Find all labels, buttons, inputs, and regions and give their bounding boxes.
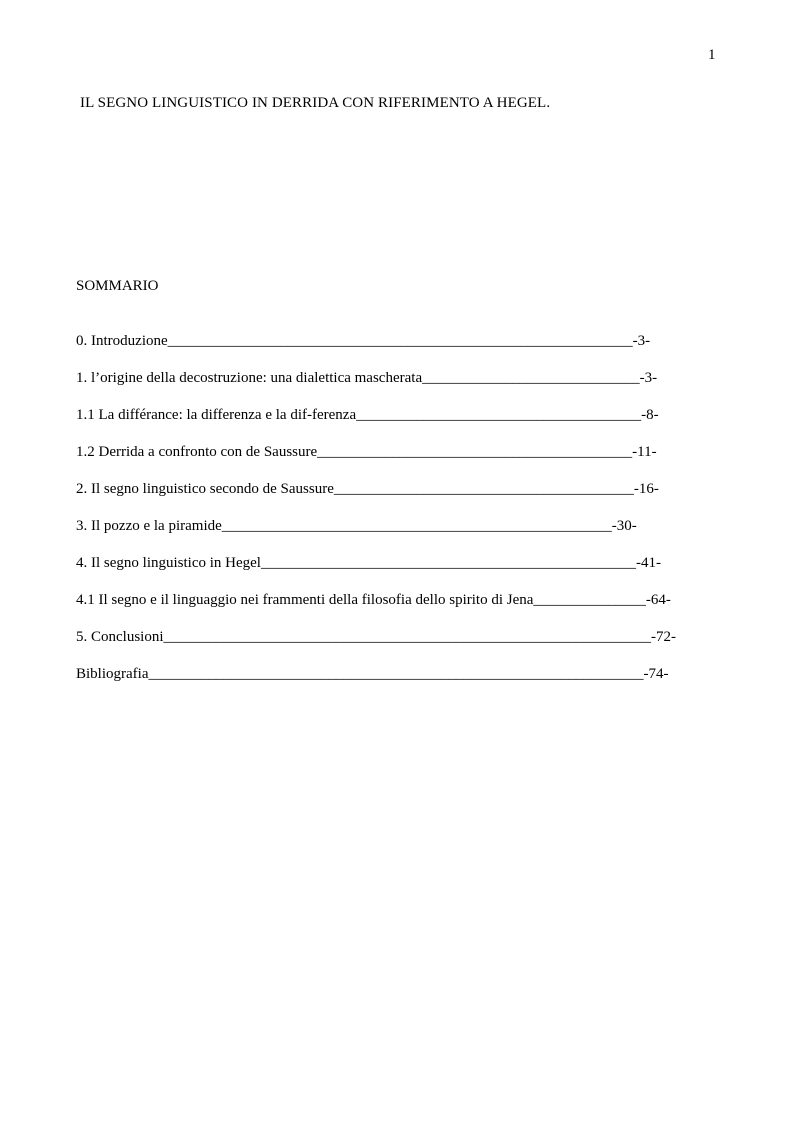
toc-entry-leader: ______________________________________________________________ [167, 333, 633, 349]
toc-entry-title: Bibliografia [76, 666, 149, 682]
toc-entry-jena [76, 592, 716, 629]
toc-entry-title: 3. Il pozzo e la piramide [76, 518, 222, 534]
toc-entry-page: -11- [632, 444, 657, 460]
toc-entry-derrida-saussure [76, 444, 716, 481]
toc-entry-page: -8- [641, 407, 659, 423]
toc-entry-origine-decostruzione [76, 370, 716, 407]
toc-entry-page: -72- [651, 629, 677, 645]
toc-entry-title: 5. Conclusioni [76, 629, 164, 645]
toc-entry-differance [76, 407, 716, 444]
toc-entry-page: -16- [633, 481, 659, 497]
page-number: 1 [708, 47, 716, 63]
toc-entry-conclusioni [76, 629, 716, 666]
toc-entry-title: 1.2 Derrida a confronto con de Saussure [76, 444, 318, 460]
toc-entry-bibliografia [76, 666, 716, 703]
toc-entry-leader: ______________________________________ [356, 407, 642, 423]
toc-entry-title: 2. Il segno linguistico secondo de Saussure [76, 481, 334, 497]
toc-entry-leader: __________________________________________________ [260, 555, 636, 571]
toc-entry-page: -3- [639, 370, 658, 386]
toc-entry-title: 0. Introduzione [76, 333, 168, 349]
toc-entry-introduzione [76, 333, 716, 370]
toc-entry-pozzo-piramide [76, 518, 716, 555]
toc-entry-title: 1.1 La différance: la differenza e la dif-ferenza [76, 407, 357, 423]
toc-entry-title: 1. l’origine della decostruzione: una dialettica mascherata [76, 370, 423, 386]
summary-heading: SOMMARIO [76, 278, 159, 294]
toc-entry-leader: ________________________________________ [333, 481, 634, 497]
document-title: IL SEGNO LINGUISTICO IN DERRIDA CON RIFERIMENTO A HEGEL. [80, 95, 551, 111]
toc-entry-page: -3- [632, 333, 651, 349]
toc-entry-page: -64- [645, 592, 671, 608]
toc-entry-leader: _____________________________ [422, 370, 640, 386]
toc-entry-title: 4.1 Il segno e il linguaggio nei frammenti della filosofia dello spirito di Jena [76, 592, 534, 608]
toc-entry-segno-hegel [76, 555, 716, 592]
toc-entry-leader: ____________________________________________________ [221, 518, 612, 534]
toc-entry-leader: _________________________________________________________________ [163, 629, 652, 645]
toc-entry-leader: __________________________________________________________________ [148, 666, 644, 682]
toc-entry-segno-saussure [76, 481, 716, 518]
toc-entry-page: -30- [611, 518, 637, 534]
toc-entry-page: -74- [643, 666, 669, 682]
toc-entry-leader: _______________ [533, 592, 646, 608]
toc-entry-page: -41- [635, 555, 661, 571]
toc-entry-title: 4. Il segno linguistico in Hegel [76, 555, 261, 571]
table-of-contents [76, 333, 716, 703]
toc-entry-leader: __________________________________________ [317, 444, 633, 460]
